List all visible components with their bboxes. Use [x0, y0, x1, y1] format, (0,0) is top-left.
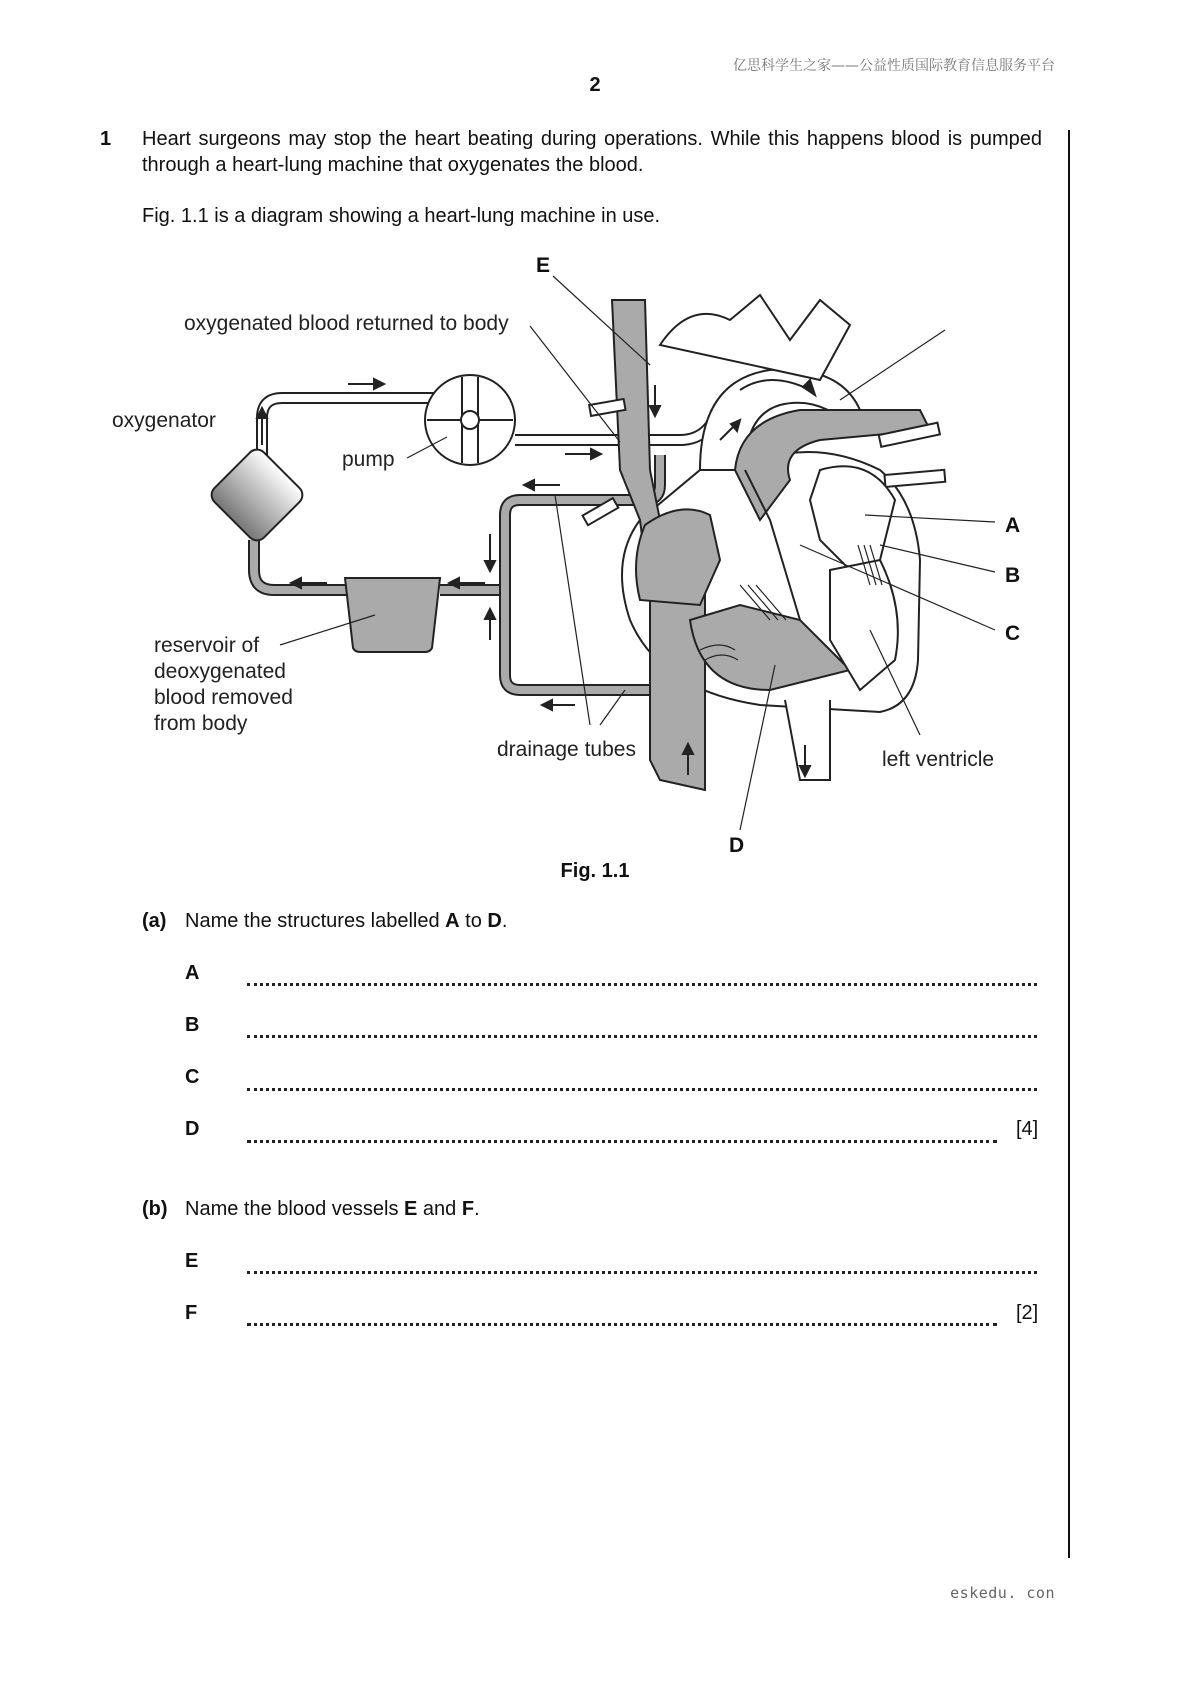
part-a-letter: (a) — [142, 910, 167, 932]
label-B: B — [1005, 564, 1021, 587]
answer-line-F[interactable] — [247, 1323, 997, 1326]
part-b-marks: [2] — [1016, 1302, 1039, 1324]
answer-line-D[interactable] — [247, 1140, 997, 1143]
label-drainage-tubes: drainage tubes — [497, 738, 636, 761]
answer-label-E: E — [185, 1250, 199, 1272]
answer-label-B: B — [185, 1014, 200, 1036]
answer-line-A[interactable] — [247, 983, 1037, 986]
answer-label-C: C — [185, 1066, 200, 1088]
answer-label-D: D — [185, 1118, 200, 1140]
answer-label-A: A — [185, 962, 200, 984]
label-reservoir-2: deoxygenated — [154, 660, 286, 683]
label-D: D — [729, 834, 745, 857]
figure-caption: Fig. 1.1 — [560, 860, 630, 882]
label-oxygenator: oxygenator — [112, 409, 216, 432]
footer-site: eskedu. con — [950, 1584, 1055, 1602]
part-b-question: Name the blood vessels E and F. — [185, 1198, 480, 1220]
answer-line-C[interactable] — [247, 1088, 1037, 1091]
part-a-marks: [4] — [1016, 1118, 1039, 1140]
figure-intro: Fig. 1.1 is a diagram showing a heart-lung machine in use. — [142, 205, 661, 227]
label-oxygenated-blood: oxygenated blood returned to body — [184, 312, 509, 335]
part-b-letter: (b) — [142, 1198, 168, 1220]
answer-label-F: F — [185, 1302, 198, 1324]
question-intro: Heart surgeons may stop the heart beating during operations. While this happens blood is pumped through a heart-lung machine that oxygenates the blood. — [142, 128, 1042, 176]
label-pump: pump — [342, 448, 395, 471]
label-A: A — [1005, 514, 1021, 537]
label-C: C — [1005, 622, 1021, 645]
label-reservoir-1: reservoir of — [154, 634, 260, 657]
label-reservoir-4: from body — [154, 712, 248, 735]
label-E: E — [536, 254, 551, 277]
answer-line-B[interactable] — [247, 1035, 1037, 1038]
watermark-header: 亿思科学生之家——公益性质国际教育信息服务平台 — [733, 58, 1055, 74]
page-number: 2 — [589, 74, 601, 96]
answer-line-E[interactable] — [247, 1271, 1037, 1274]
question-number: 1 — [100, 128, 112, 150]
label-left-ventricle: left ventricle — [882, 748, 995, 771]
part-a-question: Name the structures labelled A to D. — [185, 910, 508, 932]
label-reservoir-3: blood removed — [154, 686, 293, 709]
